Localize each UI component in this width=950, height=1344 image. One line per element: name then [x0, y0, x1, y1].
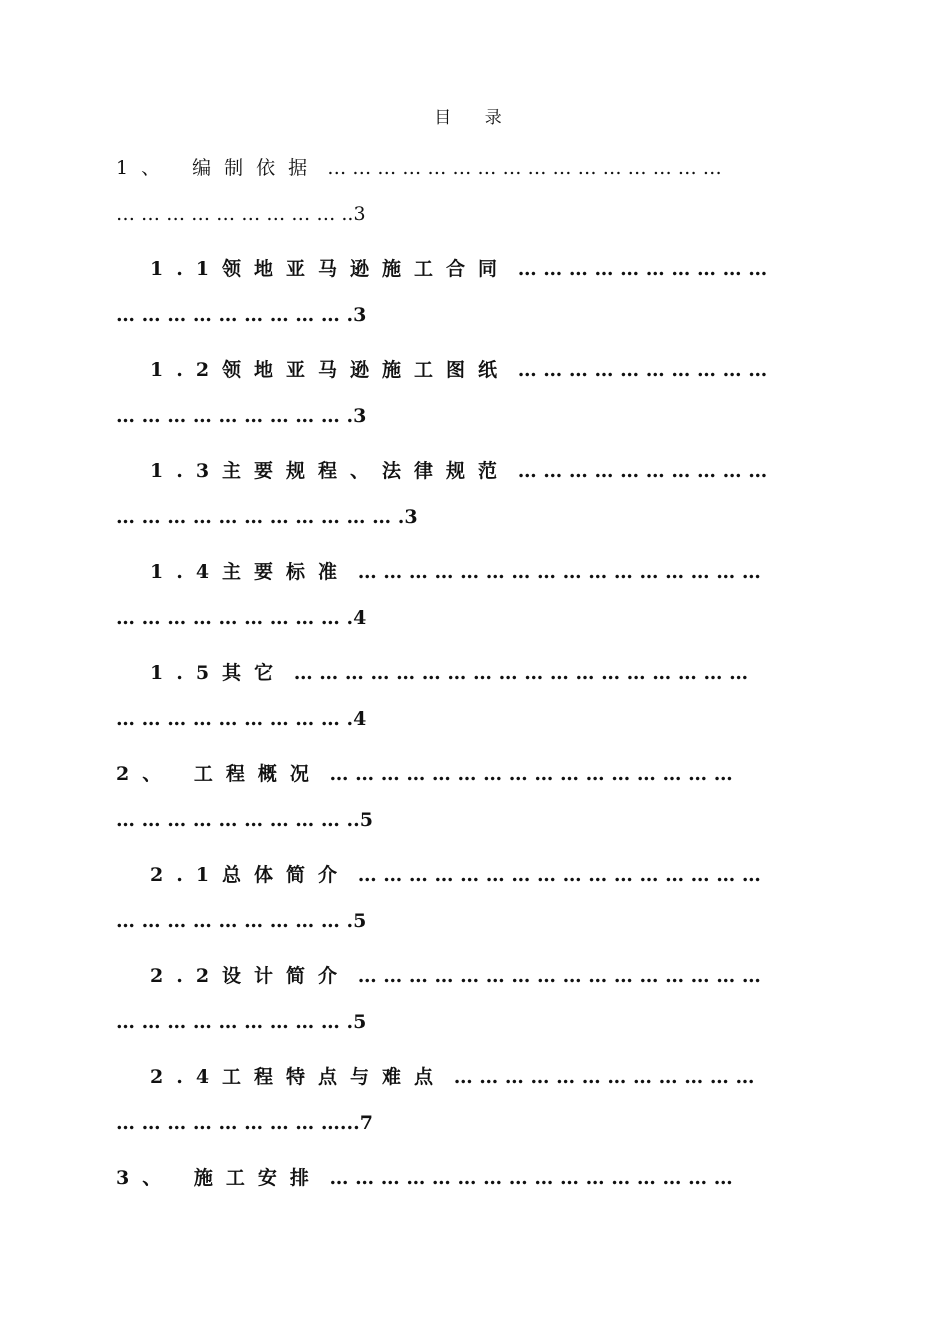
toc-leader-dots: … … … … … … … … … … … … … … … … … … — [293, 662, 749, 684]
toc-entry-1-4[interactable] — [150, 557, 761, 587]
toc-leader-dots: … … … … … … … … … . — [116, 910, 354, 932]
toc-entry-label: 2.2设计简介 — [150, 965, 351, 987]
toc-entry-2-continuation — [116, 805, 373, 835]
toc-entry-1-3-continuation — [116, 502, 418, 532]
toc-entry-1-1[interactable] — [150, 254, 767, 284]
toc-entry-label: 2.4工程特点与难点 — [150, 1066, 447, 1088]
toc-page-number: 3 — [404, 506, 418, 528]
toc-leader-dots: … … … … … … … … … … — [517, 258, 768, 280]
toc-leader-dots: … … … … … … … … … … … . — [116, 506, 405, 528]
toc-entry-2-2[interactable] — [150, 961, 761, 991]
toc-leader-dots: … … … … … … … … … … … … … … … … — [327, 157, 722, 179]
toc-page-number: 5 — [359, 809, 373, 831]
toc-leader-dots: … … … … … … … … … … … … … … … … — [329, 763, 733, 785]
toc-leader-dots: … … … … … … … … … … … … … … … … — [357, 864, 761, 886]
toc-entry-1-2-continuation — [116, 401, 366, 431]
toc-entry-label: 1.3主要规程、法律规范 — [150, 460, 511, 482]
toc-page-number: 4 — [353, 607, 367, 629]
toc-entry-2-4[interactable] — [150, 1062, 754, 1092]
toc-page-number: 3 — [353, 405, 367, 427]
toc-leader-dots: … … … … … … … … … . — [116, 708, 354, 730]
toc-entry-2-1[interactable] — [150, 860, 761, 890]
toc-entry-1-2[interactable] — [150, 355, 767, 385]
toc-leader-dots: … … … … … … … … … … — [517, 460, 768, 482]
toc-entry-label: 1、 编制依据 — [116, 157, 321, 179]
toc-entry-3[interactable] — [116, 1163, 733, 1193]
toc-leader-dots: … … … … … … … … … … — [517, 359, 768, 381]
toc-entry-1-continuation — [116, 199, 366, 229]
toc-leader-dots: … … … … … … … … … … … … … … … … — [357, 561, 761, 583]
toc-page-number: 7 — [359, 1112, 373, 1134]
toc-title: 目 录 — [434, 108, 516, 128]
toc-entry-2-1-continuation — [116, 906, 366, 936]
toc-entry-2-4-continuation — [116, 1108, 373, 1138]
toc-entry-label: 1.5其它 — [150, 662, 287, 684]
toc-entry-2-2-continuation — [116, 1007, 366, 1037]
toc-entry-label: 2、 工程概况 — [116, 763, 322, 785]
toc-entry-1[interactable] — [116, 153, 722, 183]
toc-page-number: 3 — [353, 304, 367, 326]
toc-entry-1-3[interactable] — [150, 456, 767, 486]
toc-leader-dots: … … … … … … … … … . — [116, 304, 354, 326]
toc-entry-2[interactable] — [116, 759, 733, 789]
toc-leader-dots: … … … … … … … … … .. — [116, 809, 360, 831]
toc-entry-1-4-continuation — [116, 603, 366, 633]
toc-page-number: 3 — [353, 203, 366, 225]
toc-entry-label: 1.2领地亚马逊施工图纸 — [150, 359, 511, 381]
toc-leader-dots: … … … … … … … … … . — [116, 1011, 354, 1033]
toc-leader-dots: … … … … … … … … … . — [116, 405, 354, 427]
toc-leader-dots: … … … … … … … … … . — [116, 607, 354, 629]
toc-page-number: 5 — [353, 1011, 367, 1033]
toc-entry-label: 1.1领地亚马逊施工合同 — [150, 258, 511, 280]
toc-entry-1-5[interactable] — [150, 658, 748, 688]
toc-leader-dots: … … … … … … … … …... — [116, 1112, 360, 1134]
toc-entry-label: 3、 施工安排 — [116, 1167, 322, 1189]
toc-entry-1-1-continuation — [116, 300, 366, 330]
toc-page-number: 5 — [353, 910, 367, 932]
toc-entry-label: 2.1总体简介 — [150, 864, 351, 886]
toc-leader-dots: … … … … … … … … … … … … — [453, 1066, 755, 1088]
toc-entry-1-5-continuation — [116, 704, 366, 734]
toc-leader-dots: … … … … … … … … … … … … … … … … — [329, 1167, 733, 1189]
toc-leader-dots: … … … … … … … … … .. — [116, 203, 354, 225]
toc-entry-label: 1.4主要标准 — [150, 561, 351, 583]
toc-leader-dots: … … … … … … … … … … … … … … … … — [357, 965, 761, 987]
toc-page-number: 4 — [353, 708, 367, 730]
